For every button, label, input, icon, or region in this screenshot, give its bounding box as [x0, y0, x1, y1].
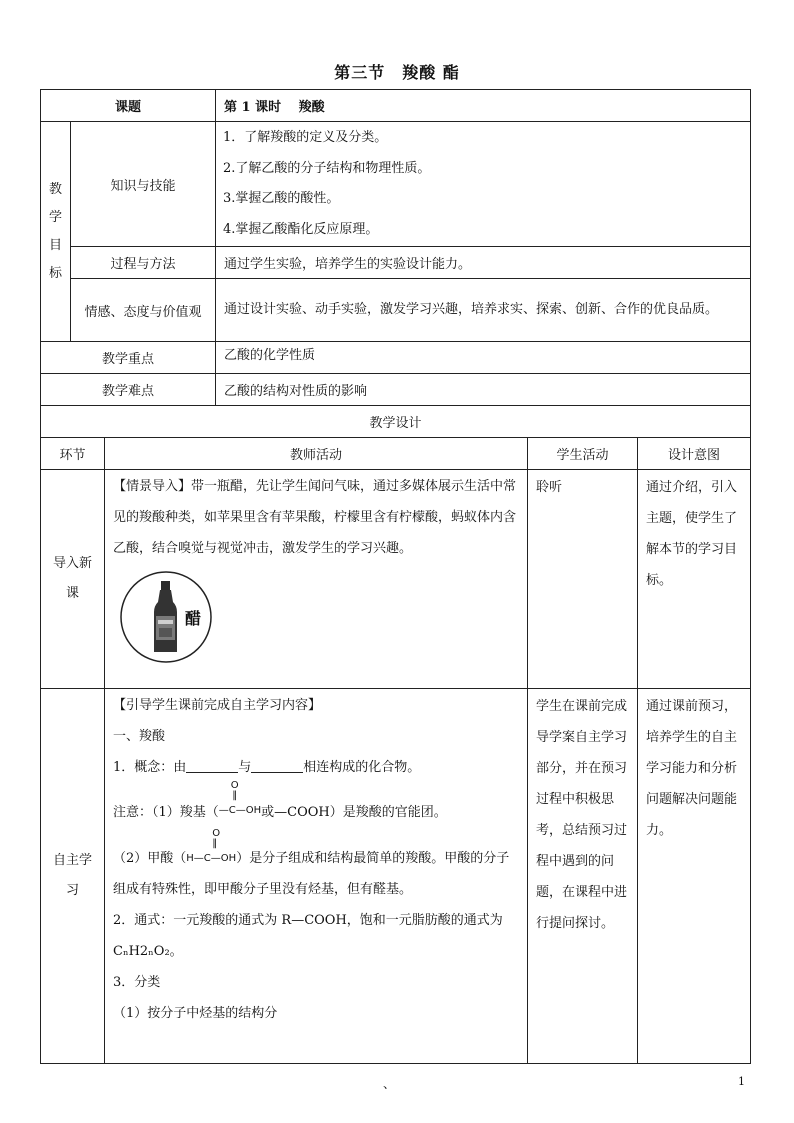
design-title: 教学设计 [41, 406, 751, 438]
topic-label: 课题 [41, 90, 216, 122]
list-item: 3.掌握乙酸的酸性。 [223, 191, 340, 206]
student-self-study: 学生在课前完成导学案自主学习部分，并在预习过程中积极思考，总结预习过程中遇到的问题，在课程中进行提问探讨。 [528, 689, 638, 1064]
footer-mark: 、 [383, 1077, 396, 1091]
difficult-point-label: 教学难点 [41, 374, 216, 406]
guide-line: 【引导学生课前完成自主学习内容】 [113, 698, 322, 713]
carboxyl-note: 注意：（1）羧基（ O ‖ —C—OH或—COOH）是羧酸的官能团。 [113, 779, 447, 820]
vinegar-label: 醋 [184, 609, 202, 628]
intent-self-study: 通过课前预习，培养学生的自主学习能力和分析问题解决问题能力。 [638, 689, 751, 1064]
key-point-text: 乙酸的化学性质 [216, 342, 751, 374]
teacher-intro-text: 带一瓶醋，先让学生闻问气味，通过多媒体展示生活中常见的羧酸种类，如苹果里含有苹果酸，柠檬里含有柠檬酸，蚂蚁体内含乙酸，结合嗅觉与视觉冲击，激发学生的学习兴趣。 [113, 479, 517, 556]
process-text: 通过学生实验，培养学生的实验设计能力。 [216, 247, 751, 279]
emotion-text: 通过设计实验、动手实验，激发学习兴趣，培养求实、探索、创新、合作的优良品质。 [216, 279, 751, 342]
list-item: 1．了解羧酸的定义及分类。 [223, 130, 388, 145]
student-intro: 聆听 [528, 470, 638, 689]
difficult-point-text: 乙酸的结构对性质的影响 [216, 374, 751, 406]
knowledge-list [216, 122, 751, 247]
emotion-label: 情感、态度与价值观 [71, 279, 216, 342]
lesson-plan-table [40, 89, 750, 1064]
scene-tag: 【情景导入】 [113, 479, 192, 494]
process-label: 过程与方法 [71, 247, 216, 279]
column-header-student: 学生活动 [528, 438, 638, 470]
list-item: 4.掌握乙酸酯化反应原理。 [223, 221, 379, 237]
carboxyl-formula: —C—OH [218, 804, 262, 816]
concept-line: 1．概念：由 与 相连构成的化合物。 [113, 760, 421, 775]
stage-self-study: 自主学 习 [41, 689, 105, 1064]
objectives-label: 教 学 目 标 [41, 122, 71, 342]
carboxyl-double-bond: O ‖ [230, 779, 239, 801]
section-heading: 一、羧酸 [113, 729, 166, 744]
column-header-teacher: 教师活动 [105, 438, 528, 470]
teacher-self-study [105, 689, 528, 1064]
column-header-intent: 设计意图 [638, 438, 751, 470]
intent-intro: 通过介绍，引入主题，使学生了解本节的学习目标。 [638, 470, 751, 689]
topic-value: 第 1 课时 羧酸 [216, 90, 751, 122]
classify-heading: 3．分类 [113, 975, 161, 990]
formic-note: （2）甲酸（ O ‖ H—C—OH）是分子组成和结构最简单的羧酸。甲酸的分子组成有特殊性，即甲酸分子里没有烃基，但有醛基。 [113, 827, 510, 897]
knowledge-label: 知识与技能 [71, 122, 216, 247]
key-point-label: 教学重点 [41, 342, 216, 374]
formic-double-bond: O ‖ [212, 827, 221, 849]
fill-blank [186, 758, 238, 773]
general-formula: 2．通式：一元羧酸的通式为 R—COOH，饱和一元脂肪酸的通式为 CₙH2ₙO₂。 [113, 913, 503, 959]
stage-intro: 导入新 课 [41, 470, 105, 689]
page-title: 第三节 羧酸 酯 [334, 63, 460, 82]
teacher-intro [105, 470, 528, 689]
classify-item: （1）按分子中烃基的结构分 [113, 1006, 278, 1021]
formic-formula: H—C—OH [186, 852, 237, 864]
vinegar-bottle-icon [119, 570, 213, 664]
list-item: 2.了解乙酸的分子结构和物理性质。 [223, 160, 431, 176]
fill-blank [251, 758, 303, 773]
column-header-stage: 环节 [41, 438, 105, 470]
page-number: 1 [738, 1075, 745, 1088]
